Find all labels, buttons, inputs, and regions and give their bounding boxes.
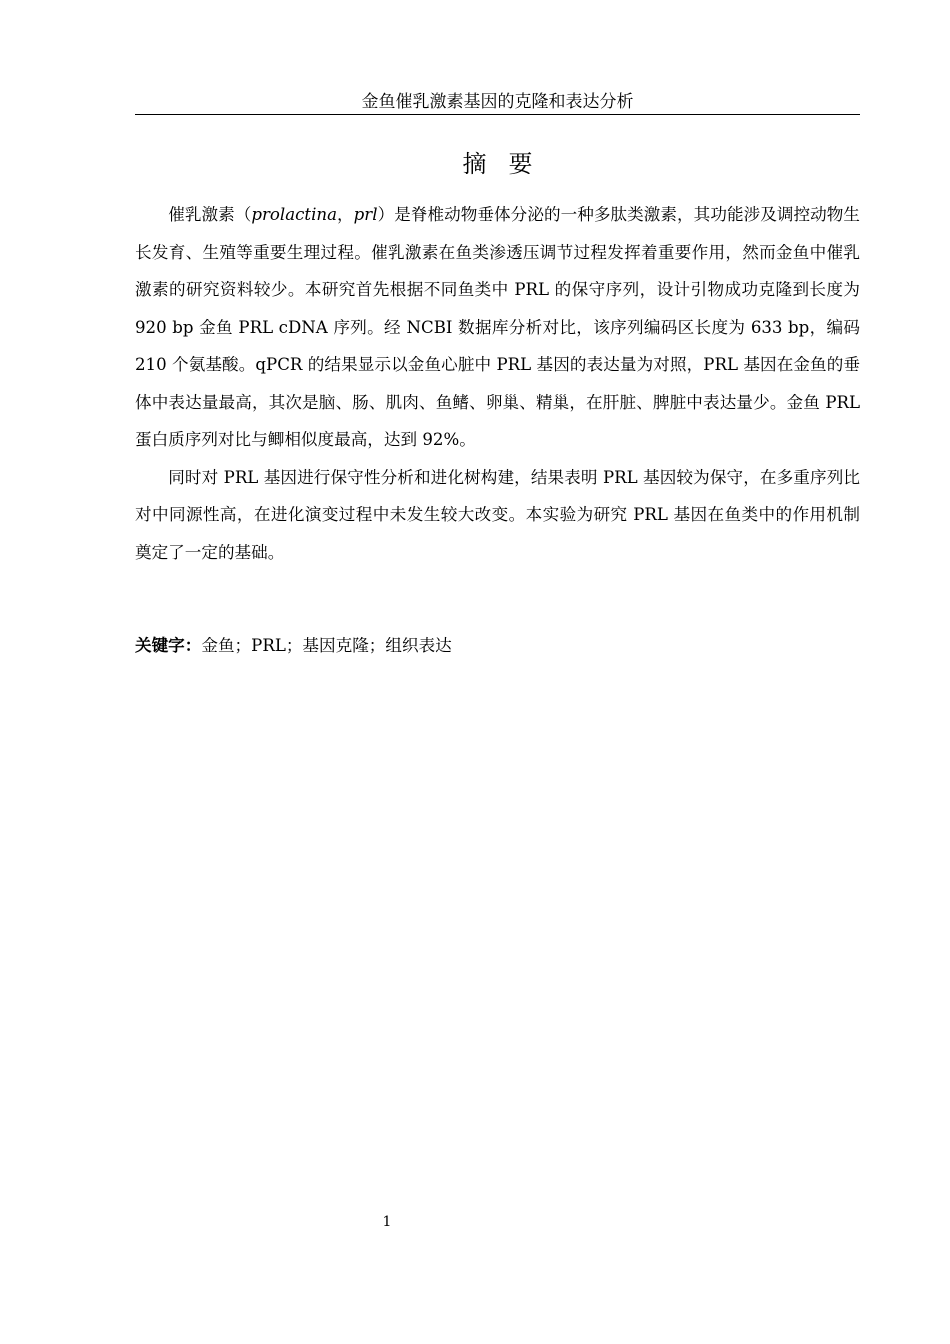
abstract-body <box>135 196 860 571</box>
p1-italic-term-prl: prl <box>353 205 378 224</box>
abstract-paragraph-1 <box>135 196 860 459</box>
p1-separator: ， <box>336 205 354 224</box>
keywords-line <box>135 632 860 660</box>
header-divider <box>135 114 860 115</box>
p1-text-start: 催乳激素（ <box>168 205 252 224</box>
abstract-heading: 摘要 <box>462 150 555 178</box>
running-header-title: 金鱼催乳激素基因的克隆和表达分析 <box>361 92 634 112</box>
keywords-label: 关键字： <box>135 636 202 655</box>
keywords-list: 金鱼；PRL；基因克隆；组织表达 <box>201 636 452 655</box>
p1-text-rest: ）是脊椎动物垂体分泌的一种多肽类激素，其功能涉及调控动物生长发育、生殖等重要生理过程。催乳激素在鱼类渗透压调节过程发挥着重要作用，然而金鱼中催乳激素的研究资料较少。本研究首先根据不同鱼类中 PRL 的保守序列，设计引物成功克隆到长度为 920 bp 金鱼 PRL cDNA 序列。经 NCBI 数据库分析对比，该序列编码区长度为 633 bp，编码 210 个氨基酸。qPCR 的结果显示以金鱼心脏中 PRL 基因的表达量为对照，PRL 基因在金鱼的垂体中表达量最高，其次是脑、肠、肌肉、鱼鳍、卵巢、精巢，在肝脏、脾脏中表达量少。金鱼 PRL 蛋白质序列对比与鲫相似度最高，达到 92%。 <box>135 205 861 449</box>
page-number: 1 <box>382 1214 392 1230</box>
abstract-paragraph-2: 同时对 PRL 基因进行保守性分析和进化树构建，结果表明 PRL 基因较为保守，在多重序列比对中同源性高，在进化演变过程中未发生较大改变。本实验为研究 PRL 基因在鱼类中的作用机制奠定了一定的基础。 <box>135 467 860 562</box>
p1-italic-term-prolactina: prolactina <box>251 205 337 224</box>
